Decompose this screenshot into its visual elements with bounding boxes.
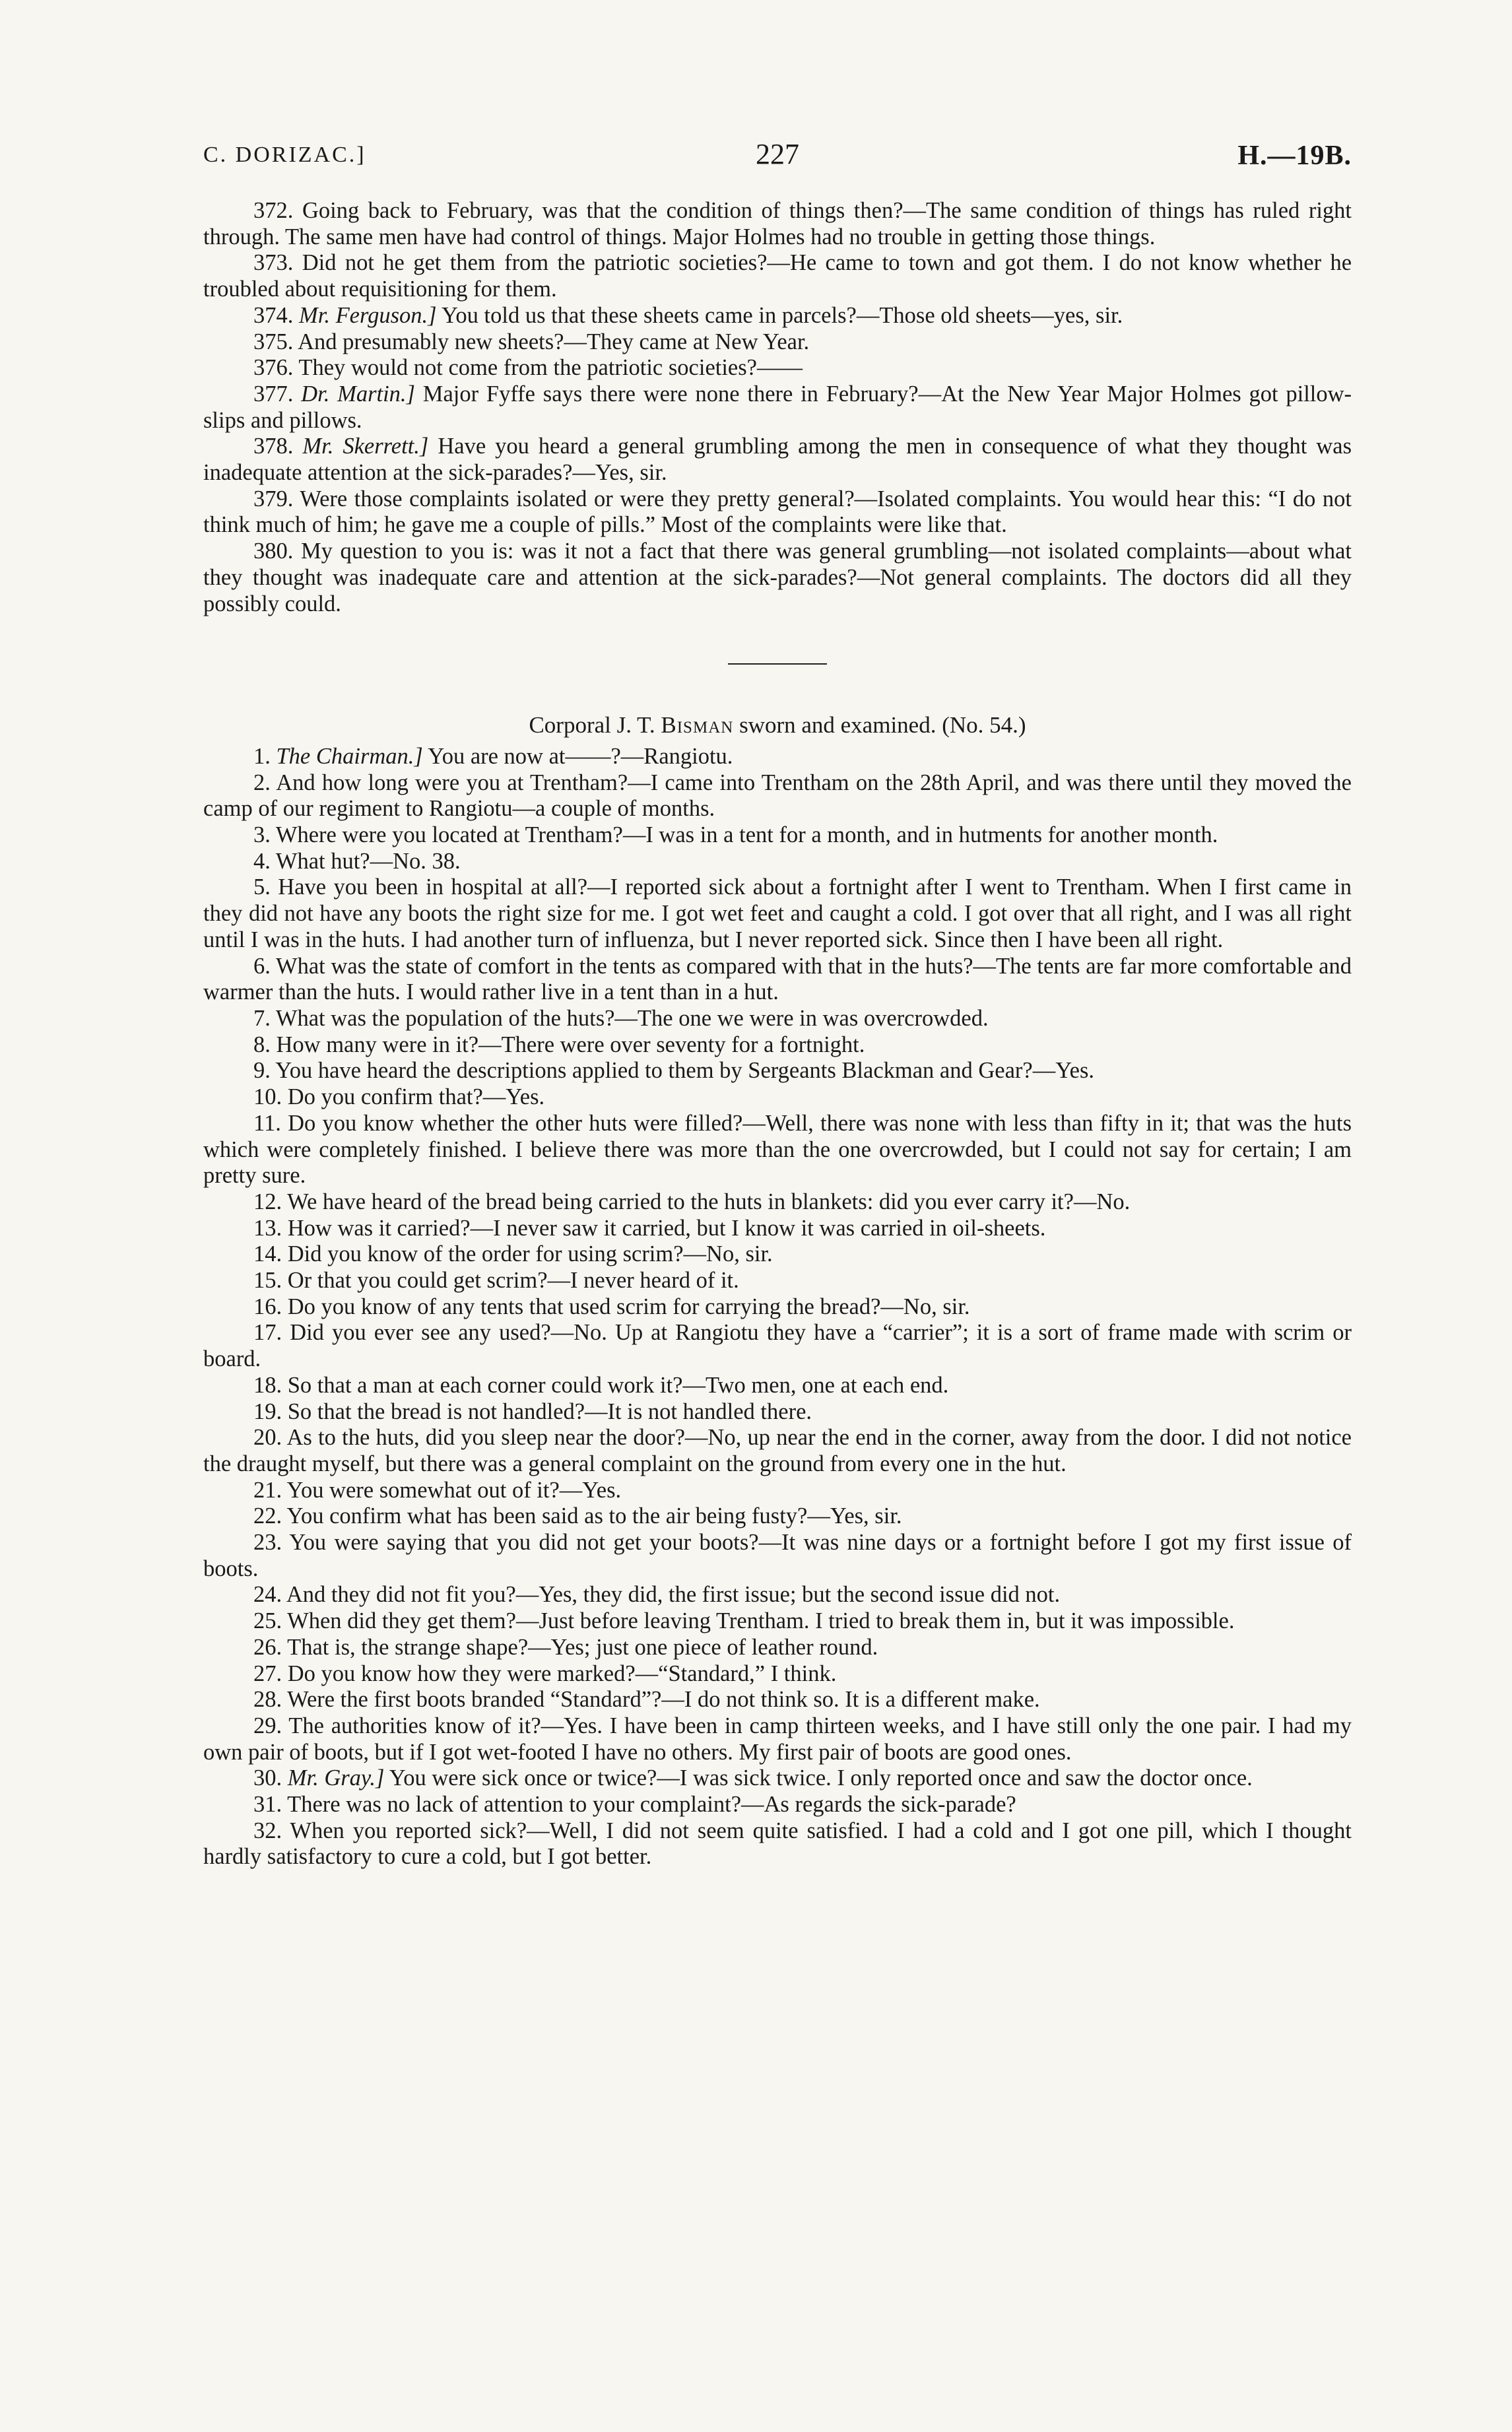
question-text: What was the state of comfort in the tents as compared with that in the huts?—The tents are far more comfortable and warmer than the huts. I would rather live in a tent than in a hut.: [203, 953, 1352, 1005]
question-paragraph: [203, 329, 1352, 356]
question-text: Do you know whether the other huts were filled?—Well, there was none with less than fifty in it; that was the huts which were completely finished. I believe there was more than the one overcrowded, but I could not say for certain; I am pretty sure.: [203, 1110, 1352, 1189]
question-paragraph: [203, 1294, 1352, 1321]
question-text: You were somewhat out of it?—Yes.: [286, 1477, 622, 1503]
question-text: Were the first boots branded “Standard”?—I do not think so. It is a different make.: [287, 1687, 1040, 1713]
question-paragraph: [203, 1608, 1352, 1635]
question-number: 31.: [253, 1792, 282, 1818]
question-number: 377.: [253, 381, 294, 407]
question-text: How was it carried?—I never saw it carried, but I know it was carried in oil-sheets.: [287, 1215, 1046, 1241]
question-number: 373.: [253, 250, 294, 276]
question-paragraph: [203, 1687, 1352, 1713]
question-number: 24.: [253, 1582, 282, 1608]
question-text: You are now at——?—Rangiotu.: [428, 743, 733, 769]
question-number: 4.: [253, 848, 271, 874]
question-paragraph: [203, 198, 1352, 250]
question-number: 21.: [253, 1477, 282, 1503]
witness-name: Bisman: [661, 712, 734, 739]
question-paragraph: [203, 1530, 1352, 1582]
question-number: 9.: [253, 1058, 271, 1084]
question-number: 13.: [253, 1215, 282, 1241]
question-paragraph: [203, 1818, 1352, 1870]
question-number: 22.: [253, 1503, 282, 1529]
testimony-part-1: [203, 198, 1352, 617]
question-number: 28.: [253, 1687, 282, 1713]
question-paragraph: [203, 486, 1352, 539]
question-paragraph: [203, 1792, 1352, 1818]
question-number: 12.: [253, 1189, 282, 1214]
document-body: [203, 198, 1352, 1870]
question-number: 29.: [253, 1713, 282, 1738]
question-text: And presumably new sheets?—They came at New Year.: [298, 329, 810, 354]
question-text: Do you know of any tents that used scrim for carrying the bread?—No, sir.: [287, 1294, 970, 1319]
question-paragraph: [203, 1713, 1352, 1765]
question-number: 14.: [253, 1241, 282, 1267]
question-number: 6.: [253, 953, 271, 979]
question-text: We have heard of the bread being carried to the huts in blankets: did you ever carry it?—No.: [287, 1189, 1131, 1214]
question-paragraph: [203, 1058, 1352, 1084]
question-text: That is, the strange shape?—Yes; just one piece of leather round.: [287, 1634, 878, 1660]
question-text: So that the bread is not handled?—It is not handled there.: [287, 1398, 812, 1424]
question-paragraph: [203, 1373, 1352, 1399]
question-text: Were those complaints isolated or were they pretty general?—Isolated complaints. You would hear this: “I do not think much of him; he gave me a couple of pills.” Most of the complaints were like that.: [203, 486, 1352, 538]
question-paragraph: [203, 1084, 1352, 1111]
question-paragraph: [203, 1661, 1352, 1688]
question-number: 23.: [253, 1530, 282, 1556]
question-paragraph: [203, 954, 1352, 1006]
question-text: When you reported sick?—Well, I did not seem quite satisfied. I had a cold and I got one pill, which I thought hardly satisfactory to cure a cold, but I got better.: [203, 1818, 1352, 1870]
question-paragraph: [203, 381, 1352, 434]
question-paragraph: [203, 1032, 1352, 1059]
question-number: 7.: [253, 1005, 271, 1031]
question-text: Where were you located at Trentham?—I was in a tent for a month, and in hutments for another month.: [275, 822, 1218, 848]
question-number: 10.: [253, 1084, 282, 1110]
question-paragraph: [203, 1478, 1352, 1504]
question-number: 379.: [253, 486, 294, 511]
question-text: The authorities know of it?—Yes. I have been in camp thirteen weeks, and I have still only the one pair. I had my own pair of boots, but if I got wet-footed I have no others. My first pair of boots are good ones.: [203, 1713, 1352, 1765]
question-paragraph: [203, 1582, 1352, 1608]
question-number: 376.: [253, 355, 294, 381]
question-number: 19.: [253, 1398, 282, 1424]
question-paragraph: [203, 1006, 1352, 1032]
heading-prefix: Corporal J. T.: [529, 712, 655, 739]
question-paragraph: [203, 770, 1352, 822]
question-number: 380.: [253, 539, 294, 564]
question-paragraph: [203, 1111, 1352, 1189]
question-number: 26.: [253, 1634, 282, 1660]
question-text: Do you confirm that?—Yes.: [287, 1084, 545, 1110]
question-paragraph: [203, 539, 1352, 617]
question-paragraph: [203, 874, 1352, 953]
speaker-label: Mr. Skerrett.]: [302, 434, 429, 459]
question-paragraph: [203, 744, 1352, 770]
question-number: 15.: [253, 1268, 282, 1294]
question-text: You were saying that you did not get your boots?—It was nine days or a fortnight before I got my first issue of boots.: [203, 1530, 1352, 1581]
question-text: Major Fyffe says there were none there in February?—At the New Year Major Holmes got pillow-slips and pillows.: [203, 381, 1352, 433]
question-number: 2.: [253, 770, 271, 795]
question-paragraph: [203, 1241, 1352, 1268]
question-paragraph: [203, 822, 1352, 849]
testimony-part-2: [203, 744, 1352, 1870]
question-paragraph: [203, 1503, 1352, 1530]
question-paragraph: [203, 1216, 1352, 1242]
question-text: You confirm what has been said as to the air being fusty?—Yes, sir.: [286, 1503, 902, 1529]
page-number: 227: [756, 138, 799, 170]
question-text: And how long were you at Trentham?—I came into Trentham on the 28th April, and was there until they moved the camp of our regiment to Rangiotu—a couple of months.: [203, 770, 1352, 822]
question-number: 3.: [253, 822, 271, 848]
question-text: Have you been in hospital at all?—I reported sick about a fortnight after I went to Trentham. When I first came in they did not have any boots the right size for me. I got wet feet and caught a cold. I got over that all right, and I was all right until I was in the huts. I had another turn of influenza, but I never reported sick. Since then I have been all right.: [203, 874, 1352, 952]
question-text: Going back to February, was that the condition of things then?—The same condition of things has ruled right through. The same men have had control of things. Major Holmes had no trouble in getting those things.: [203, 198, 1352, 249]
question-number: 27.: [253, 1660, 282, 1686]
question-text: My question to you is: was it not a fact that there was general grumbling—not isolated complaints—about what they thought was inadequate care and attention at the sick-parades?—Not general complaints. The doctors did all they possibly could.: [203, 539, 1352, 616]
header-reference: H.—19B.: [1237, 141, 1352, 171]
question-paragraph: [203, 1399, 1352, 1426]
question-number: 30.: [253, 1765, 282, 1791]
speaker-label: Mr. Gray.]: [287, 1765, 385, 1791]
question-text: How many were in it?—There were over seventy for a fortnight.: [276, 1032, 865, 1057]
question-text: Did you ever see any used?—No. Up at Rangiotu they have a “carrier”; it is a sort of frame made with scrim or board.: [203, 1320, 1352, 1372]
speaker-label: Mr. Ferguson.]: [299, 302, 437, 328]
question-text: You told us that these sheets came in parcels?—Those old sheets—yes, sir.: [441, 302, 1123, 328]
question-text: Did you know of the order for using scrim?—No, sir.: [287, 1241, 773, 1267]
question-text: Did not he get them from the patriotic societies?—He came to town and got them. I do not know whether he troubled about requisitioning for them.: [203, 250, 1352, 302]
question-text: There was no lack of attention to your complaint?—As regards the sick-parade?: [287, 1792, 1016, 1818]
question-number: 11.: [253, 1110, 281, 1136]
question-number: 18.: [253, 1372, 282, 1398]
question-paragraph: [203, 1425, 1352, 1477]
question-paragraph: [203, 355, 1352, 381]
question-paragraph: [203, 434, 1352, 486]
question-text: And they did not fit you?—Yes, they did, the first issue; but the second issue did not.: [286, 1582, 1061, 1608]
question-text: They would not come from the patriotic societies?——: [298, 355, 803, 381]
page-header: [203, 137, 1352, 177]
question-number: 5.: [253, 874, 271, 900]
question-text: Or that you could get scrim?—I never heard of it.: [287, 1268, 739, 1294]
question-number: 20.: [253, 1425, 282, 1451]
question-paragraph: [203, 1268, 1352, 1294]
question-text: What hut?—No. 38.: [275, 848, 461, 874]
question-paragraph: [203, 1635, 1352, 1661]
question-number: 375.: [253, 329, 294, 354]
question-text: As to the huts, did you sleep near the door?—No, up near the end in the corner, away from the door. I did not notice the draught myself, but there was a general complaint on the ground from every one in the hut.: [203, 1425, 1352, 1476]
question-number: 32.: [253, 1818, 282, 1843]
question-text: When did they get them?—Just before leaving Trentham. I tried to break them in, but it was impossible.: [287, 1608, 1235, 1634]
speaker-label: The Chairman.]: [276, 743, 423, 769]
question-number: 372.: [253, 198, 294, 223]
heading-suffix: sworn and examined. (No. 54.): [739, 712, 1026, 739]
question-paragraph: [203, 1765, 1352, 1792]
question-paragraph: [203, 303, 1352, 329]
header-witness: C. DORIZAC.]: [203, 143, 366, 167]
question-text: What was the population of the huts?—The one we were in was overcrowded.: [275, 1005, 989, 1031]
question-number: 25.: [253, 1608, 282, 1634]
question-text: You have heard the descriptions applied to them by Sergeants Blackman and Gear?—Yes.: [275, 1058, 1095, 1084]
question-number: 378.: [253, 434, 294, 459]
question-text: Do you know how they were marked?—“Standard,” I think.: [287, 1660, 837, 1686]
section-divider: [728, 663, 827, 665]
question-paragraph: [203, 1320, 1352, 1372]
question-number: 17.: [253, 1320, 282, 1346]
question-number: 16.: [253, 1294, 282, 1319]
question-paragraph: [203, 250, 1352, 302]
question-text: You were sick once or twice?—I was sick twice. I only reported once and saw the doctor once.: [389, 1765, 1253, 1791]
question-text: So that a man at each corner could work it?—Two men, one at each end.: [287, 1372, 949, 1398]
question-number: 374.: [253, 302, 294, 328]
question-paragraph: [203, 849, 1352, 875]
question-number: 8.: [253, 1032, 271, 1057]
speaker-label: Dr. Martin.]: [301, 381, 415, 407]
section-heading: [203, 712, 1352, 739]
question-paragraph: [203, 1189, 1352, 1216]
question-number: 1.: [253, 743, 271, 769]
question-text: Have you heard a general grumbling among the men in consequence of what they thought was inadequate attention at the sick-parades?—Yes, sir.: [203, 434, 1352, 486]
